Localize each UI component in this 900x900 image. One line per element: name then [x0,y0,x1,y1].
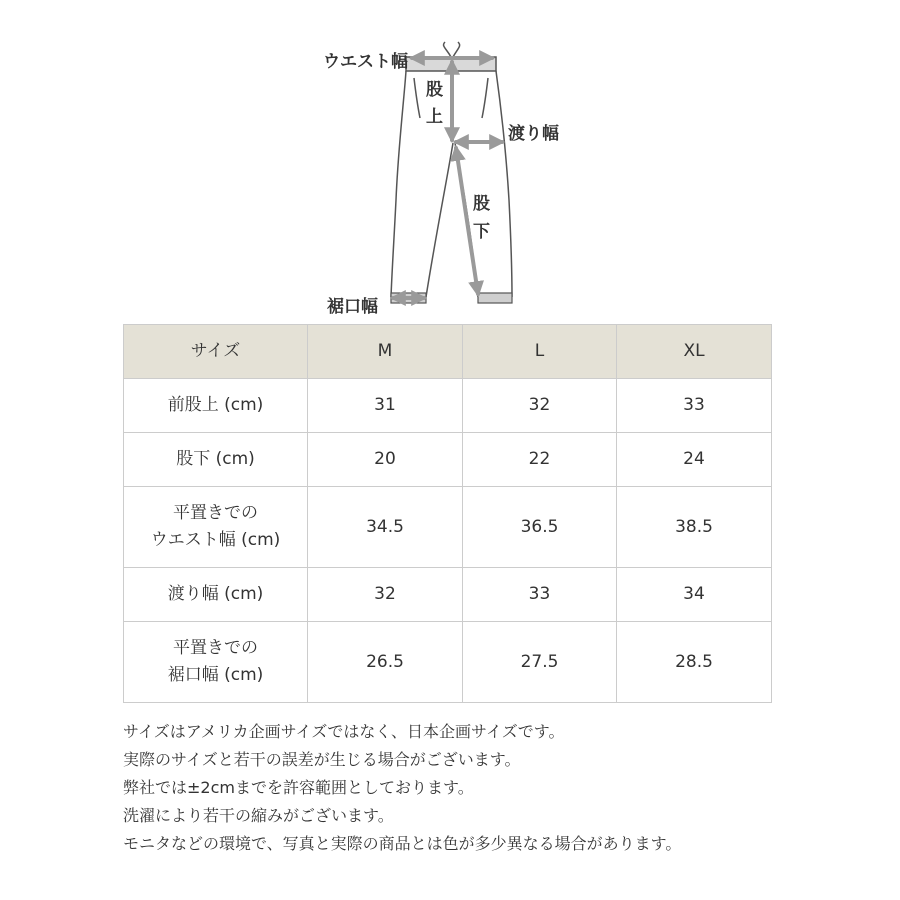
table-cell: 32 [463,379,617,433]
table-cell: 33 [617,379,772,433]
pants-measurement-diagram [0,0,900,325]
size-header-l: L [463,325,617,379]
size-header-row [124,325,772,379]
size-header-xl: XL [617,325,772,379]
rise-label-line2: 上 [426,107,443,127]
thigh-width-label: 渡り幅 [508,124,559,144]
row-label-inseam: 股下 (cm) [124,433,308,487]
inseam-arrow [456,148,478,294]
table-cell: 31 [308,379,463,433]
hem-width-label: 裾口幅 [327,297,378,317]
size-header-corner: サイズ [124,325,308,379]
right-pocket [482,78,488,118]
inseam-label-line2: 下 [473,222,490,242]
waist-width-label: ウエスト幅 [323,52,408,72]
table-row [124,433,772,487]
note-line: 実際のサイズと若干の誤差が生じる場合がございます。 [123,750,521,769]
table-cell: 27.5 [463,622,617,703]
table-cell: 38.5 [617,487,772,568]
table-row [124,622,772,703]
left-leg-outline [391,71,406,297]
table-cell: 34.5 [308,487,463,568]
note-line: 弊社では±2cmまでを許容範囲としております。 [123,778,474,797]
row-label-hem-width: 平置きでの 裾口幅 (cm) [124,622,308,703]
rise-label-line1: 股 [426,80,443,100]
table-cell: 22 [463,433,617,487]
table-cell: 34 [617,568,772,622]
left-inner-leg [426,143,453,297]
note-line: モニタなどの環境で、写真と実際の商品とは色が多少異なる場合があります。 [123,834,682,853]
drawstring [444,42,460,57]
table-row [124,568,772,622]
right-cuff [478,293,512,303]
table-cell: 28.5 [617,622,772,703]
size-notes [123,718,823,858]
table-cell: 36.5 [463,487,617,568]
row-label-front-rise: 前股上 (cm) [124,379,308,433]
table-cell: 33 [463,568,617,622]
table-row [124,487,772,568]
row-label-thigh-width: 渡り幅 (cm) [124,568,308,622]
inseam-label-line1: 股 [473,194,490,214]
table-cell: 26.5 [308,622,463,703]
table-cell: 32 [308,568,463,622]
right-leg-outline [496,71,512,297]
table-cell: 24 [617,433,772,487]
note-line: サイズはアメリカ企画サイズではなく、日本企画サイズです。 [123,722,565,741]
table-cell: 20 [308,433,463,487]
left-pocket [414,78,420,118]
note-line: 洗濯により若干の縮みがございます。 [123,806,394,825]
table-row [124,379,772,433]
size-chart-table [123,324,772,703]
size-header-m: M [308,325,463,379]
row-label-waist-width: 平置きでの ウエスト幅 (cm) [124,487,308,568]
